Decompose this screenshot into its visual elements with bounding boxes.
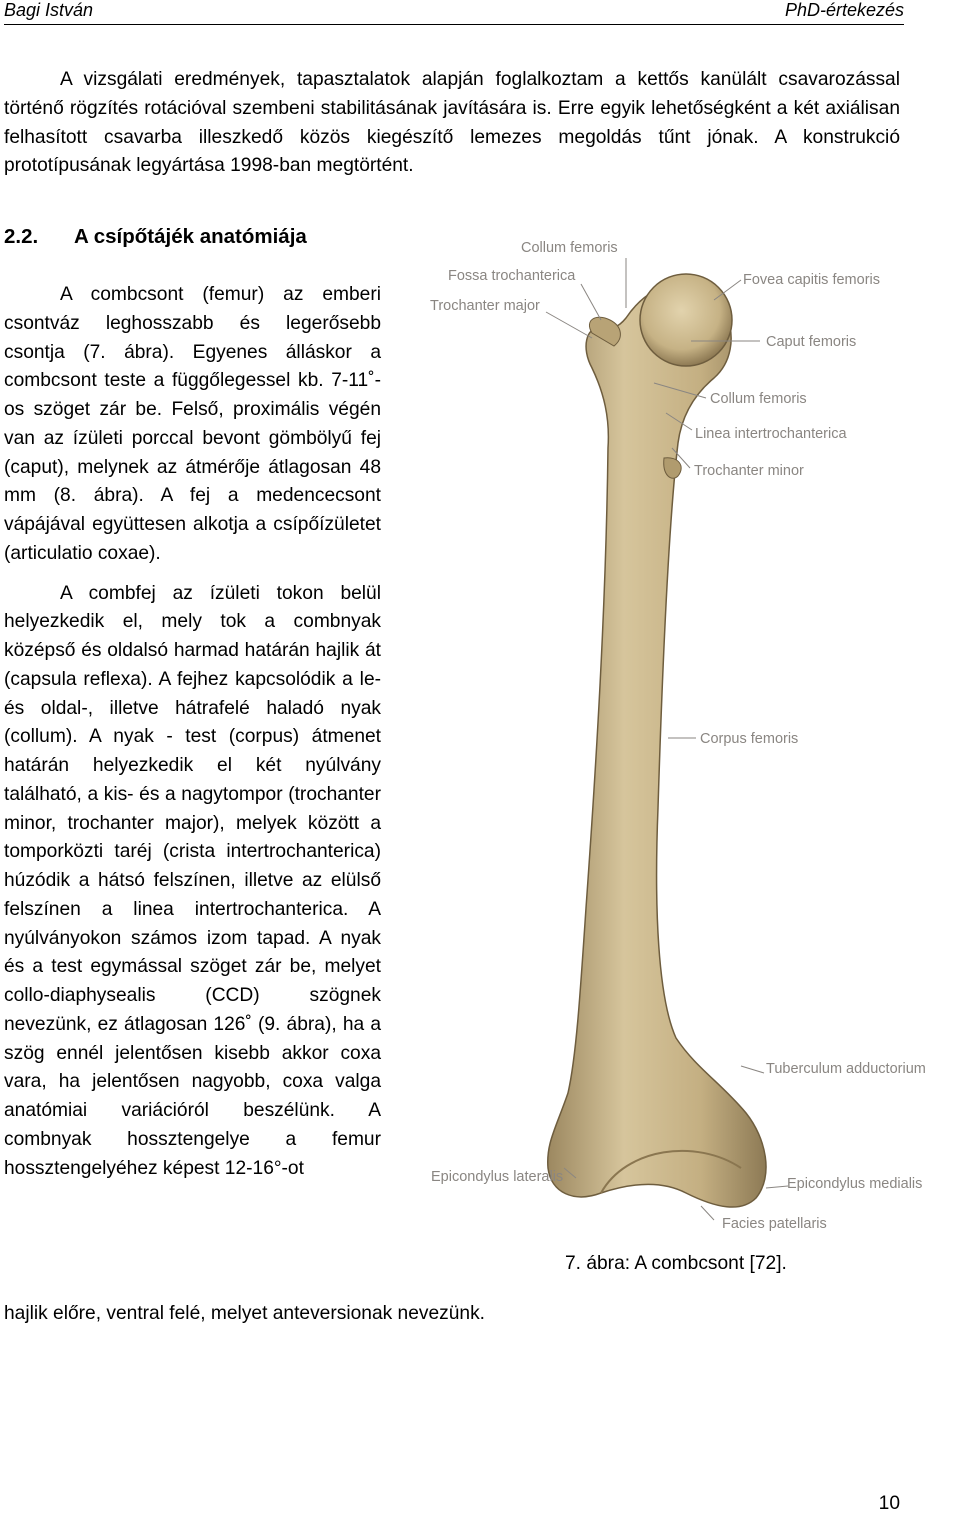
header-title: PhD-értekezés (784, 0, 904, 20)
label-epicondylus-medialis: Epicondylus medialis (787, 1176, 923, 1192)
label-fovea-capitis: Fovea capitis femoris (743, 272, 880, 288)
label-corpus-femoris: Corpus femoris (700, 731, 799, 747)
header-author: Bagi István (4, 0, 94, 20)
label-collum-femoris: Collum femoris (710, 391, 807, 407)
femoral-head (640, 274, 732, 366)
femur-illustration (396, 208, 956, 1248)
label-trochanter-minor: Trochanter minor (694, 463, 804, 479)
label-collum-femoris-top: Collum femoris (521, 240, 618, 256)
label-trochanter-major: Trochanter major (430, 298, 540, 314)
label-tuberculum-adductorium: Tuberculum adductorium (766, 1061, 926, 1077)
section-heading (4, 222, 307, 252)
page-number: 10 (878, 1493, 900, 1514)
label-caput-femoris: Caput femoris (766, 334, 857, 350)
paragraph-femur: A combcsont (femur) az emberi csontváz leghosszabb és legerősebb csontja (7. ábra). Egyenes álláskor a combcsont teste a függőlegessel kb. 7-11˚-os szöget zár be. Felső, proximális végén van az ízületi porccal bevont gömbölyű fej (caput), melynek az átmérője átlagosan 48 mm (8. ábra). A fej a medencecsont vápájával együttesen alkotja a csípőízületet (articulatio coxae). (4, 284, 381, 564)
label-epicondylus-lateralis: Epicondylus lateralis (431, 1169, 564, 1185)
intro-paragraph: A vizsgálati eredmények, tapasztalatok alapján foglalkoztam a kettős kanülált csavarozással történő rögzítés rotációval szembeni stabilitásának javítására is. Erre egyik lehetőségként a két axiálisan felhasított csavarba illeszkedő közös kiegészítő lemezes megoldás tűnt jónak. A konstrukció prototípusának legyártása 1998-ban megtörtént. (4, 69, 900, 177)
paragraph-combfej: A combfej az ízületi tokon belül helyezkedik el, mely tok a combnyak középső és oldalsó harmad határán hajlik át (capsula reflexa). A fejhez kapcsolódik a le- és oldal-, illetve hátrafelé haladó nyak (collum). A nyak - test (corpus) átmenet határán helyezkedik el két nyúlvány található, a kis- és a nagytompor (trochanter minor, trochanter major), melyek között a tomporközti taréj (crista intertrochanterica) húzódik a hátsó felszínen, illetve az elülső felszínen a linea intertrochanterica. A nyúlványokon számos izom tapad. A nyak és a test egymással szöget zár be, melyet collo-diaphysealis (CCD) szögnek nevezünk, ez átlagosan 126˚ (9. ábra), ha a szög ennél jelentősen kisebb akkor coxa vara, ha jelentősen nagyobb, coxa valga anatómiai variációról beszélünk. A combnyak hossztengelye a femur hossztengelyéhez képest 12-16°-ot (4, 582, 381, 1179)
femur-figure (396, 208, 956, 1248)
figure-caption: 7. ábra: A combcsont [72]. (565, 1253, 787, 1274)
page-header (4, 0, 904, 25)
label-fossa-trochanterica: Fossa trochanterica (448, 268, 576, 284)
section-title: A csípőtájék anatómiája (74, 225, 307, 248)
label-facies-patellaris: Facies patellaris (722, 1216, 827, 1232)
label-linea-intertrochanterica: Linea intertrochanterica (695, 426, 847, 442)
paragraph-last-line: hajlik előre, ventral felé, melyet anteversionak nevezünk. (4, 1303, 486, 1324)
section-number: 2.2. (4, 225, 39, 248)
body-column (4, 281, 381, 1183)
